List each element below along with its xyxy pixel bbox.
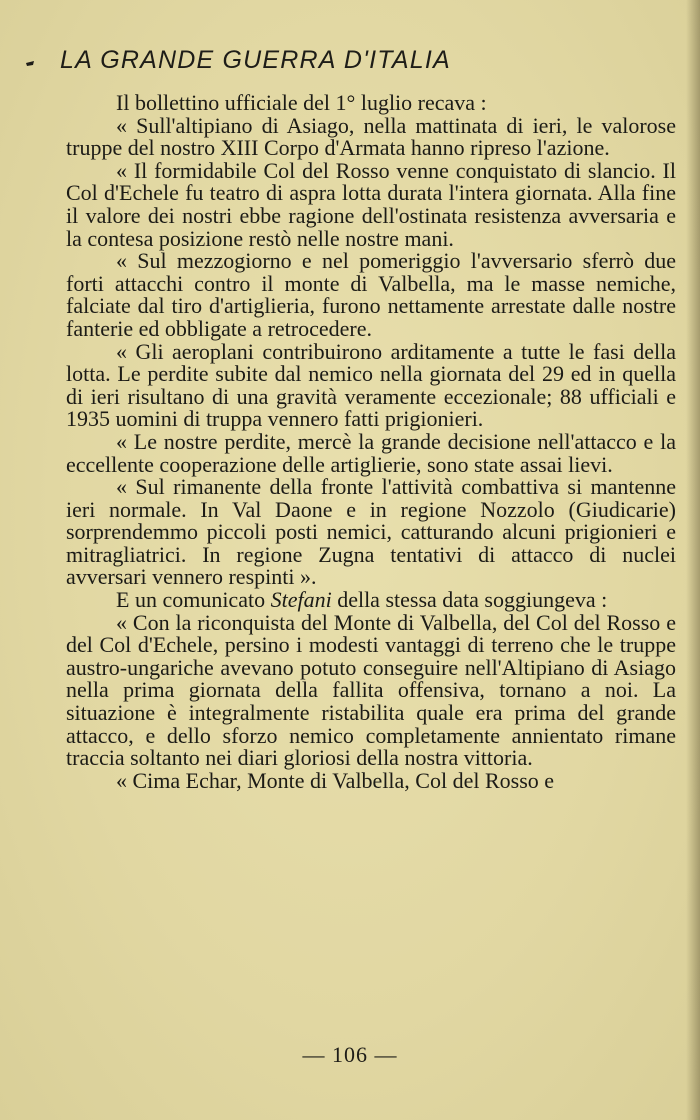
paragraph: « Le nostre perdite, mercè la grande decisione nell'attacco e la eccellente cooperazione delle artiglierie, sono state assai lievi. [66,428,676,477]
paragraph: « Sull'altipiano di Asiago, nella mattinata di ieri, le valorose truppe del nostro XIII Corpo d'Armata hanno ripreso l'azione. [66,112,676,161]
paragraph: « Il formidabile Col del Rosso venne conquistato di slancio. Il Col d'Echele fu teatro di aspra lotta durata l'intera giornata. Alla fine il valore dei nostri ebbe ragione dell'ostinata resistenza avversaria e la contesa posizione restò nelle nostre mani. [66,157,676,251]
paragraph-text: E un comunicato [116,587,271,613]
running-head-title: LA GRANDE GUERRA D'ITALIA [60,46,451,74]
paragraph: « Con la riconquista del Monte di Valbella, del Col del Rosso e del Col d'Echele, persino i modesti vantaggi di terreno che le truppe austro-ungariche avevano potuto conseguire nell'Altipiano di Asiago nella prima giornata della fallita offensiva, tornano a noi. La situazione è integralmente ristabilita quale era prima del grande attacco, e dello sforzo nemico completamente annientato rimane traccia soltanto nei diari gloriosi della nostra vittoria. [66,609,676,771]
running-head [26,46,451,75]
page-edge-shadow [686,0,700,1120]
paragraph: « Cima Echar, Monte di Valbella, Col del Rosso e [116,767,555,793]
bullet-mark-icon [26,46,34,75]
paragraph: « Sul rimanente della fronte l'attività combattiva si mantenne ieri normale. In Val Daone e in regione Nozzolo (Giudicarie) sorprendemmo piccoli posti nemici, catturando alcuni prigionieri e mitragliatrici. In regione Zugna tentativi di attacco di nuclei avversari vennero respinti ». [66,474,676,590]
italic-source-name: Stefani [270,587,332,613]
body-text [66,92,676,792]
paragraph: Il bollettino ufficiale del 1° luglio recava : [116,90,487,115]
paragraph: « Sul mezzogiorno e nel pomeriggio l'avversario sferrò due forti attacchi contro il monte di Valbella, ma le masse nemiche, falciate dal tiro d'artiglieria, furono nettamente arrestate dalle nostre fanterie ed obbligate a retrocedere. [66,248,676,341]
paragraph: « Gli aeroplani contribuirono arditamente a tutte le fasi della lotta. Le perdite subite dal nemico nella giornata del 29 ed in quella di ieri risultano di una gravità veramente eccezionale; 88 ufficiali e 1935 uomini di truppa vennero fatti prigionieri. [66,338,676,432]
paragraph [66,589,676,612]
paragraph-text: della stessa data soggiungeva : [331,587,608,613]
page-number: — 106 — [302,1042,398,1067]
